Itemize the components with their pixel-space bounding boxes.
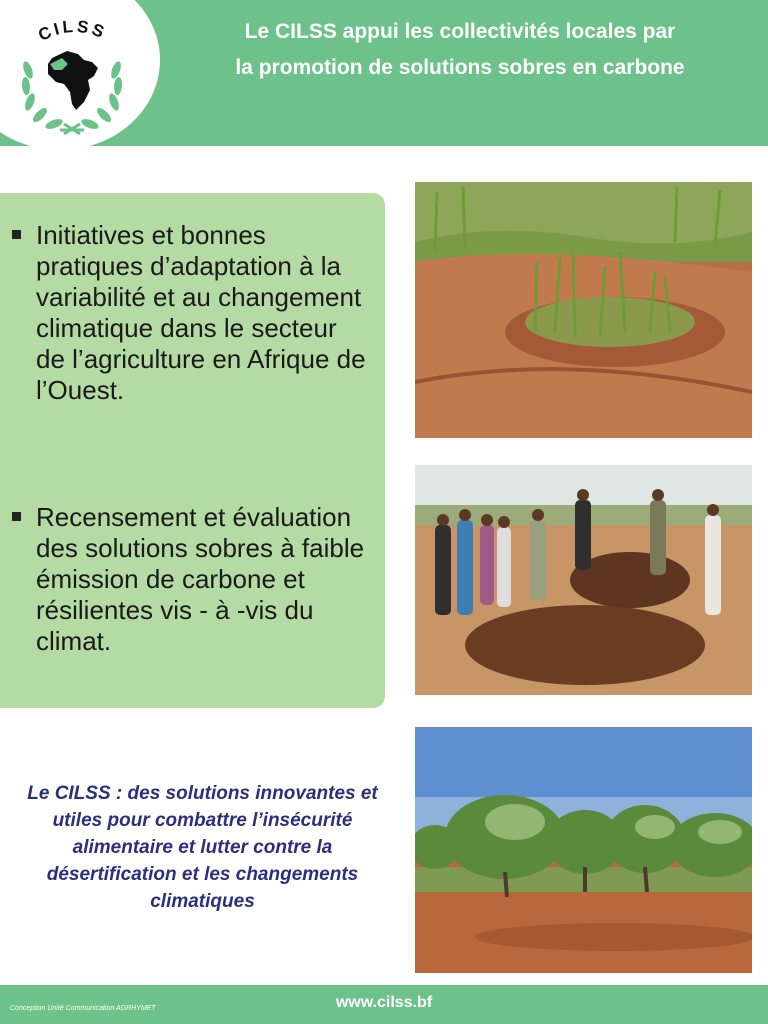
bullet-point-2	[12, 502, 372, 657]
cilss-logo-text	[30, 16, 120, 48]
tagline: Le CILSS : des solutions innovantes et utiles pour combattre l’insécurité alimentaire et lutter contre la désertification et les changements climatiques	[27, 783, 378, 912]
photo-compost-group	[415, 465, 752, 695]
svg-text:CILSS: CILSS	[35, 16, 110, 45]
bullet-text-2: Recensement et évaluation des solutions sobres à faible émission de carbone et résilientes vis - à -vis du climat.	[36, 502, 365, 656]
footer-bar	[0, 985, 768, 1024]
bullet-square-icon	[12, 230, 21, 239]
bullet-point-1	[12, 220, 372, 406]
bullet-square-icon	[12, 512, 21, 521]
footer-credit: Conception Unité Communication AGRHYMET	[10, 1005, 156, 1012]
footer-website-link[interactable]: www.cilss.bf	[335, 994, 433, 1011]
title-line-1: Le CILSS appui les collectivités locales par	[244, 20, 676, 43]
photo-trees	[415, 727, 752, 973]
photo-corn-field	[415, 182, 752, 438]
header-banner	[0, 0, 768, 146]
page-title	[160, 14, 760, 86]
title-line-2: la promotion de solutions sobres en carbone	[235, 56, 685, 79]
bullet-text-1: Initiatives et bonnes pratiques d’adaptation à la variabilité et au changement climatique dans le secteur de l’agriculture en Afrique de l’Ouest.	[36, 220, 366, 405]
